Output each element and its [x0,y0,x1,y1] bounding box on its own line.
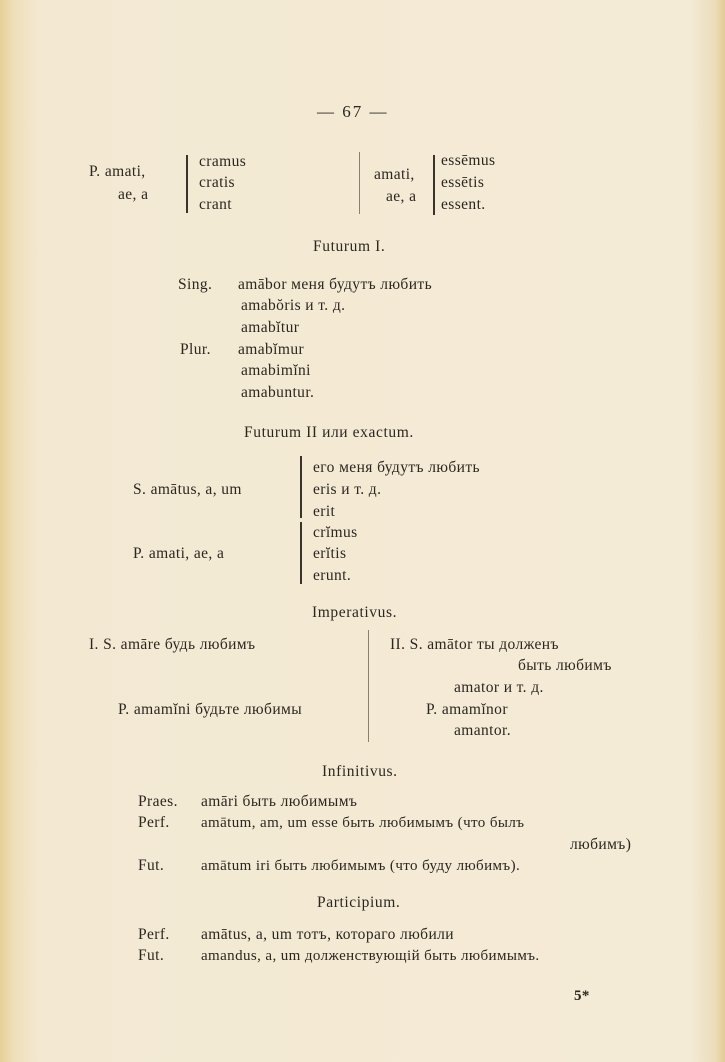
participium-heading: Participium. [317,894,401,911]
right-bracket [433,155,435,215]
futurum1-sing-label: Sing. [178,276,213,293]
futurum1-sing-line-1: amābor меня будутъ любить [238,276,433,293]
futurum2-s-form-2: eris и т. д. [313,481,382,498]
participium-fut-text: amandus, a, um долженствующій быть любимымъ. [201,948,540,964]
infinitivus-praes-label: Praes. [138,793,178,810]
futurum2-p-form-3: erunt. [313,567,352,584]
imperativus-right-4: P. amamĭnor [426,701,508,718]
futurum1-plur-line-1: amabĭmur [238,341,305,358]
futurum1-heading: Futurum I. [313,238,386,255]
futurum1-sing-line-3: amabĭtur [241,319,300,336]
futurum1-plur-line-2: amabimĭni [241,362,311,379]
futurum1-sing-line-2: amabŏris и т. д. [241,297,346,314]
right-form-1: essēmus [441,152,496,169]
left-subject-2: ae, a [118,186,149,203]
right-subject-1: amati, [374,166,415,183]
imperativus-heading: Imperativus. [312,604,398,621]
infinitivus-praes-text: amāri быть любимымъ [201,793,358,810]
futurum2-bracket-s [300,456,302,518]
futurum2-heading: Futurum II или exactum. [244,424,414,441]
futurum1-plur-label: Plur. [180,341,211,358]
futurum2-p-form-1: crĭmus [313,524,358,541]
left-form-3: crant [199,196,232,213]
imperativus-left-2: P. amamĭni будьте любимы [118,701,303,718]
imperativus-divider [368,630,369,742]
center-divider [359,152,360,214]
imperativus-right-5: amantor. [454,722,512,739]
left-subject-1: P. amati, [89,163,146,180]
futurum1-plur-line-3: amabuntur. [241,384,315,401]
participium-fut-label: Fut. [138,947,165,964]
right-form-3: essent. [441,196,486,213]
infinitivus-fut-text: amātum iri быть любимымъ (что буду любимъ). [201,858,521,874]
imperativus-right-1: II. S. amātor ты долженъ [390,636,559,653]
infinitivus-perf-text: amātum, am, um esse быть любимымъ (что былъ [201,815,525,831]
infinitivus-fut-label: Fut. [138,857,165,874]
futurum2-bracket-p [300,522,302,584]
participium-perf-label: Perf. [138,926,170,943]
participium-perf-text: amātus, a, um тотъ, котораго любили [201,926,454,943]
futurum2-s-label: S. amātus, a, um [133,481,242,498]
right-form-2: essētis [441,174,485,191]
imperativus-right-3: amator и т. д. [454,679,544,696]
futurum2-p-label: P. amati, ae, a [133,545,225,562]
imperativus-left-1: I. S. amāre будь любимъ [89,636,256,653]
futurum2-p-form-2: erĭtis [313,545,347,562]
right-subject-2: ae, a [386,188,417,205]
infinitivus-perf-cont: любимъ) [570,836,632,853]
left-bracket [186,155,188,213]
imperativus-right-2: быть любимъ [518,657,612,674]
infinitivus-heading: Infinitivus. [322,763,398,780]
signature-mark: 5* [574,988,590,1004]
futurum2-s-form-3: erit [313,503,336,520]
infinitivus-perf-label: Perf. [138,814,170,831]
page-number: — 67 — [317,102,389,121]
futurum2-s-form-1: его меня будутъ любить [313,459,480,476]
left-form-2: cratis [199,174,235,191]
left-form-1: cramus [199,153,247,170]
